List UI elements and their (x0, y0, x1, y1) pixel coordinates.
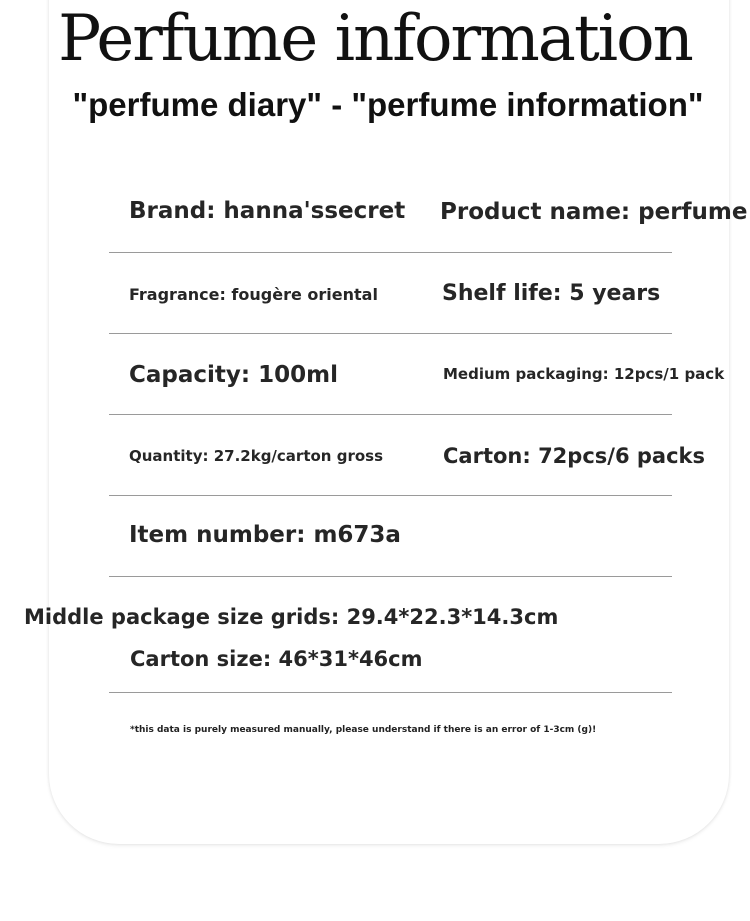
spec-fragrance: Fragrance: fougère oriental (129, 285, 378, 304)
page-title: Perfume information (58, 2, 692, 76)
measurement-footnote: *this data is purely measured manually, please understand if there is an error of 1-3cm (g)! (130, 725, 597, 735)
spec-product-name: Product name: perfume (440, 199, 748, 225)
row-divider (109, 495, 672, 496)
row-divider (109, 333, 672, 334)
spec-medium-packaging: Medium packaging: 12pcs/1 pack (443, 365, 725, 383)
row-divider (109, 576, 672, 577)
spec-brand: Brand: hanna'ssecret (129, 198, 406, 224)
spec-capacity: Capacity: 100ml (129, 362, 338, 388)
spec-shelf-life: Shelf life: 5 years (442, 281, 661, 306)
spec-carton-size: Carton size: 46*31*46cm (130, 647, 423, 671)
row-divider (109, 252, 672, 253)
spec-carton: Carton: 72pcs/6 packs (443, 444, 705, 468)
spec-quantity: Quantity: 27.2kg/carton gross (129, 447, 383, 465)
spec-middle-package-size: Middle package size grids: 29.4*22.3*14.3cm (24, 605, 559, 629)
spec-item-number: Item number: m673a (129, 522, 401, 548)
row-divider (109, 692, 672, 693)
page-subtitle: "perfume diary" - "perfume information" (72, 86, 704, 123)
row-divider (109, 414, 672, 415)
info-card (49, 0, 729, 844)
